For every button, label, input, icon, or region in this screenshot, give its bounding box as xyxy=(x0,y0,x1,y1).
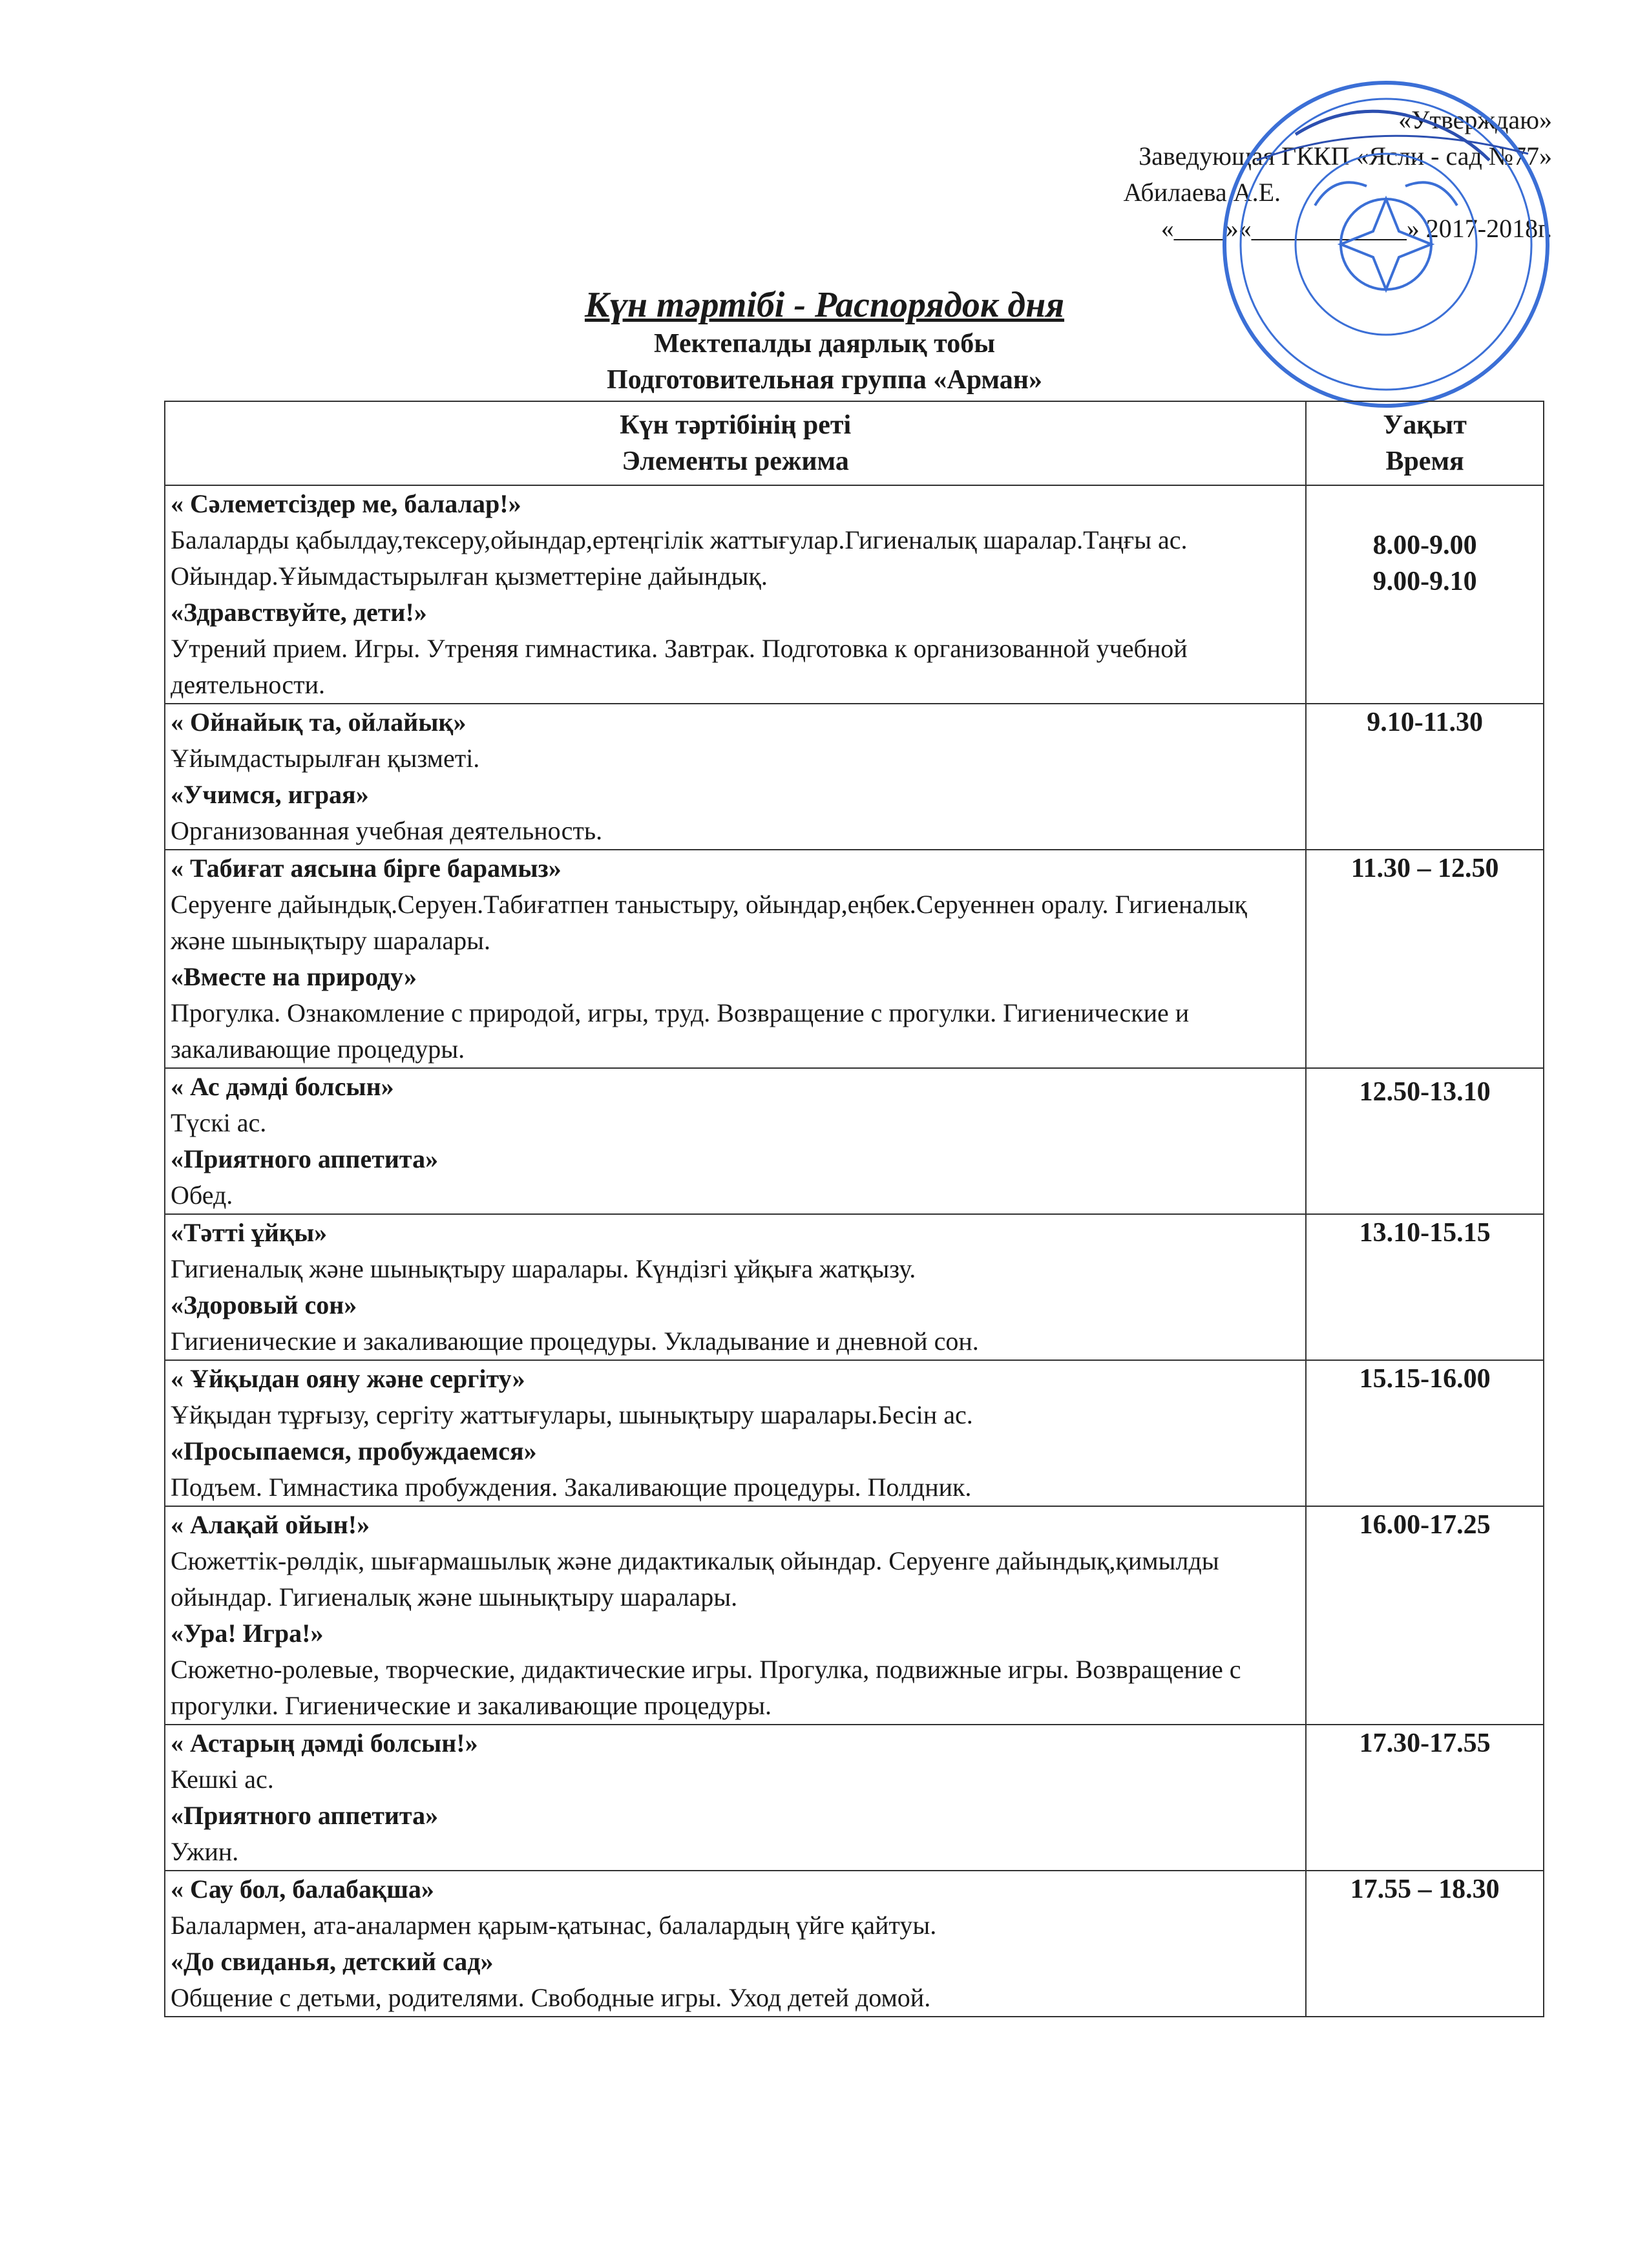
activity-cell xyxy=(165,850,1306,1068)
activity-title-kz: « Сәлеметсіздер ме, балалар!» xyxy=(171,489,521,518)
time-cell xyxy=(1306,704,1544,850)
activity-text-kz: Серуенге дайындық.Серуен.Табиғатпен таныстыру, ойындар,еңбек.Серуеннен оралу. Гигиеналық және шынықтыру шаралары. xyxy=(171,890,1247,955)
time-cell xyxy=(1306,1214,1544,1360)
table-row xyxy=(165,1725,1544,1871)
activity-title-ru: «До свиданья, детский сад» xyxy=(171,1947,494,1976)
header-time xyxy=(1306,401,1544,485)
activity-title-kz: « Ас дәмді болсын» xyxy=(171,1072,394,1101)
activity-text-kz: Кешкі ас. xyxy=(171,1765,274,1794)
activity-text-kz: Түскі ас. xyxy=(171,1108,267,1137)
table-row xyxy=(165,1871,1544,2017)
activity-title-kz: « Ойнайық та, ойлайық» xyxy=(171,708,467,737)
time-value: 16.00-17.25 xyxy=(1359,1510,1491,1540)
time-cell xyxy=(1306,485,1544,704)
approval-approve: «Утверждаю» xyxy=(1398,105,1552,134)
header-right-kz: Уақыт xyxy=(1383,410,1467,440)
activity-cell xyxy=(165,1214,1306,1360)
activity-title-kz: « Ұйқыдан ояну және сергіту» xyxy=(171,1364,525,1393)
time-value: 8.00-9.00 xyxy=(1372,530,1477,560)
activity-cell xyxy=(165,1871,1306,2017)
time-value: 12.50-13.10 xyxy=(1359,1077,1491,1107)
activity-text-ru: Гигиенические и закаливающие процедуры. Укладывание и дневной сон. xyxy=(171,1327,979,1356)
activity-cell xyxy=(165,1360,1306,1506)
time-value-2: 9.00-9.10 xyxy=(1372,567,1477,596)
activity-text-kz: Сюжеттік-рөлдік, шығармашылық және дидактикалық ойындар. Серуенге дайындық,қимылды ойындар. Гигиеналық және шынықтыру шаралары. xyxy=(171,1546,1219,1612)
header-elements xyxy=(165,401,1306,485)
approval-name: Абилаева А.Е. xyxy=(1123,178,1281,207)
activity-cell xyxy=(165,1725,1306,1871)
header-left-kz: Күн тәртібінің реті xyxy=(620,410,852,440)
table-row xyxy=(165,1506,1544,1725)
activity-title-kz: «Тәтті ұйқы» xyxy=(171,1218,328,1247)
time-cell xyxy=(1306,1506,1544,1725)
activity-title-ru: «Учимся, играя» xyxy=(171,780,369,809)
activity-text-kz: Ұйқыдан тұрғызу, сергіту жаттығулары, шынықтыру шаралары.Бесін ас. xyxy=(171,1400,973,1429)
header-right-ru: Время xyxy=(1385,446,1464,476)
time-cell xyxy=(1306,1871,1544,2017)
activity-cell xyxy=(165,1068,1306,1214)
approval-head: Заведующая ГККП «Ясли - сад №77» xyxy=(1139,142,1552,171)
activity-text-kz: Гигиеналық және шынықтыру шаралары. Күндізгі ұйқыға жатқызу. xyxy=(171,1254,916,1283)
time-value: 17.30-17.55 xyxy=(1359,1728,1491,1758)
activity-title-ru: «Приятного аппетита» xyxy=(171,1144,439,1173)
activity-text-ru: Ужин. xyxy=(171,1837,239,1866)
activity-text-ru: Общение с детьми, родителями. Свободные игры. Уход детей домой. xyxy=(171,1983,931,2012)
document-title xyxy=(0,284,1649,398)
title-group-kz: Мектепалды даярлық тобы xyxy=(653,329,996,359)
activity-text-ru: Обед. xyxy=(171,1181,233,1210)
activity-text-ru: Подъем. Гимнастика пробуждения. Закаливающие процедуры. Полдник. xyxy=(171,1473,972,1502)
header-left-ru: Элементы режима xyxy=(622,446,849,476)
table-header-row xyxy=(165,401,1544,485)
table-row xyxy=(165,1068,1544,1214)
activity-title-kz: « Астарың дәмді болсын!» xyxy=(171,1728,478,1758)
activity-title-ru: «Здоровый сон» xyxy=(171,1290,357,1319)
activity-text-ru: Организованная учебная деятельность. xyxy=(171,816,603,845)
approval-date: «____»«____________» 2017-2018г. xyxy=(1161,214,1552,243)
activity-title-ru: «Вместе на природу» xyxy=(171,962,417,991)
table-row xyxy=(165,1214,1544,1360)
activity-cell xyxy=(165,704,1306,850)
activity-cell xyxy=(165,485,1306,704)
activity-title-kz: « Сау бол, балабақша» xyxy=(171,1874,434,1904)
time-cell xyxy=(1306,1068,1544,1214)
table-row xyxy=(165,850,1544,1068)
activity-text-ru: Прогулка. Ознакомление с природой, игры, труд. Возвращение с прогулки. Гигиенические и закаливающие процедуры. xyxy=(171,998,1190,1064)
activity-title-kz: « Табиғат аясына бірге барамыз» xyxy=(171,854,562,883)
activity-text-kz: Ұйымдастырылған қызметі. xyxy=(171,744,480,773)
activity-cell xyxy=(165,1506,1306,1725)
activity-text-ru: Утрений прием. Игры. Утреняя гимнастика. Завтрак. Подготовка к организованной учебной деятельности. xyxy=(171,634,1188,699)
time-value: 11.30 – 12.50 xyxy=(1350,854,1499,883)
activity-title-ru: «Просыпаемся, пробуждаемся» xyxy=(171,1436,537,1465)
schedule-table xyxy=(164,401,1544,2017)
activity-text-kz: Балаларды қабылдау,тексеру,ойындар,ертеңгілік жаттығулар.Гигиеналық шаралар.Таңғы ас. Ойындар.Ұйымдастырылған қызметтеріне дайындық. xyxy=(171,525,1188,591)
table-row xyxy=(165,1360,1544,1506)
activity-title-ru: «Здравствуйте, дети!» xyxy=(171,598,427,627)
time-cell xyxy=(1306,1725,1544,1871)
title-main: Күн тәртібі - Распорядок дня xyxy=(584,285,1065,325)
table-row xyxy=(165,485,1544,704)
time-value: 15.15-16.00 xyxy=(1359,1364,1491,1394)
time-value: 13.10-15.15 xyxy=(1359,1218,1491,1248)
activity-text-kz: Балалармен, ата-аналармен қарым-қатынас, балалардың үйге қайтуы. xyxy=(171,1911,937,1940)
activity-title-kz: « Алақай ойын!» xyxy=(171,1510,370,1539)
time-value: 9.10-11.30 xyxy=(1367,708,1483,737)
activity-title-ru: «Приятного аппетита» xyxy=(171,1801,439,1830)
time-cell xyxy=(1306,850,1544,1068)
activity-title-ru: «Ура! Игра!» xyxy=(171,1619,324,1648)
activity-text-ru: Сюжетно-ролевые, творческие, дидактические игры. Прогулка, подвижные игры. Возвращение с прогулки. Гигиенические и закаливающие процедуры. xyxy=(171,1655,1241,1720)
title-group-ru: Подготовительная группа «Арман» xyxy=(607,365,1042,395)
time-cell xyxy=(1306,1360,1544,1506)
table-row xyxy=(165,704,1544,850)
time-value: 17.55 – 18.30 xyxy=(1350,1874,1500,1904)
